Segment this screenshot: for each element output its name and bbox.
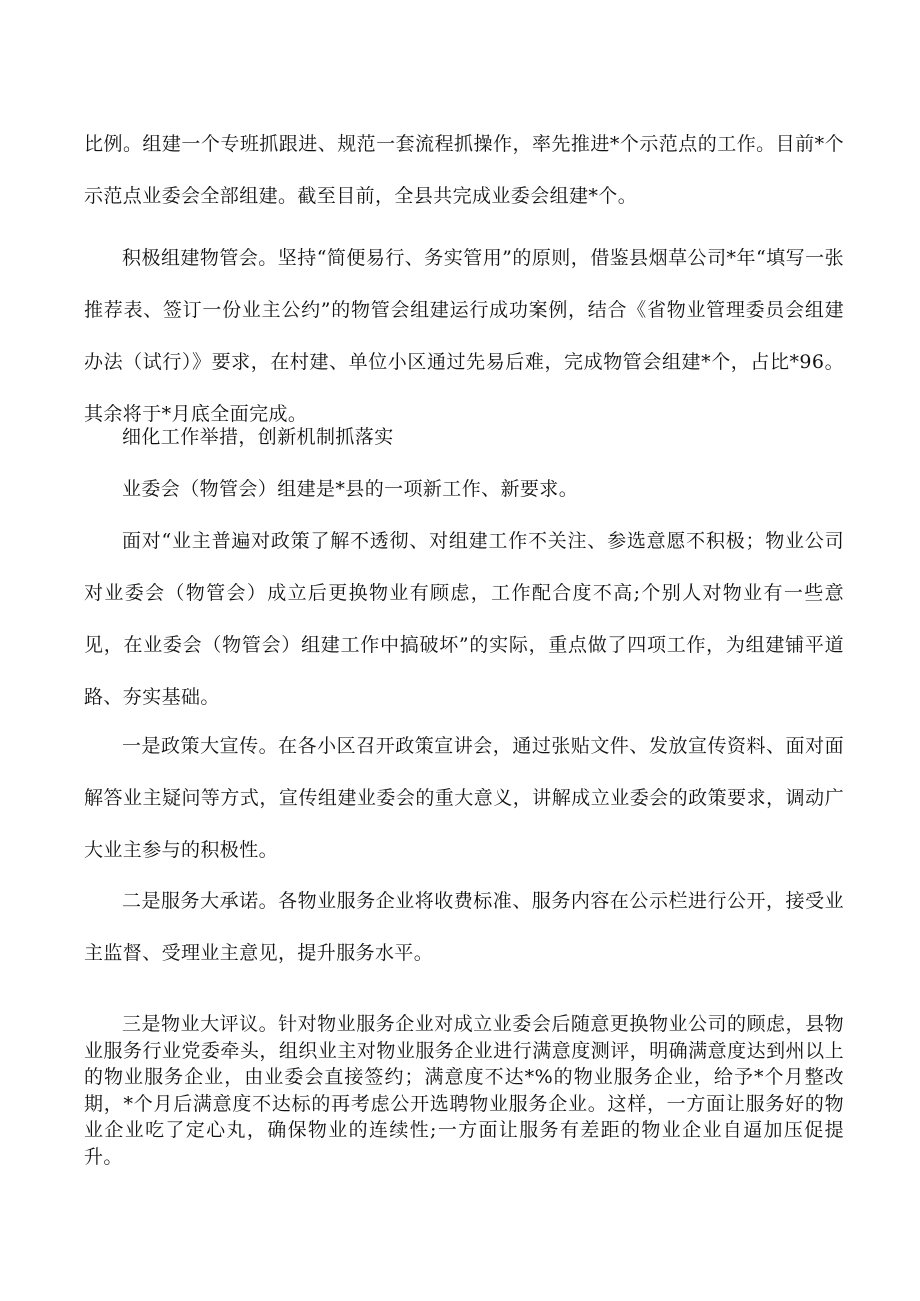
paragraph-continuation: 比例。组建一个专班抓跟进、规范一套流程抓操作，率先推进*个示范点的工作。目前*个示范点业委会全部组建。截至目前，全县共完成业委会组建*个。: [84, 133, 844, 207]
paragraph-new-work: 业委会（物管会）组建是*县的一项新工作、新要求。: [122, 478, 579, 500]
paragraph-challenges: 面对“业主普遍对政策了解不透彻、对组建工作不关注、参选意愿不积极；物业公司对业委会（物管会）成立后更换物业有顾虑，工作配合度不高;个别人对物业有一些意见，在业委会（物管会）组建工作中搞破坏”的实际，重点做了四项工作，为组建铺平道路、夯实基础。: [84, 530, 844, 708]
paragraph-property-evaluation: 三是物业大评议。针对物业服务企业对成立业委会后随意更换物业公司的顾虑，县物业服务行业党委牵头，组织业主对物业服务企业进行满意度测评，明确满意度达到州以上的物业服务企业，由业委会直接签约；满意度不达*%的物业服务企业，给予*个月整改期，*个月后满意度不达标的再考虑公开选聘物业服务企业。这样，一方面让服务好的物业企业吃了定心丸，确保物业的连续性;一方面让服务有差距的物业企业自逼加压促提升。: [84, 1013, 844, 1168]
paragraph-service-commitment: 二是服务大承诺。各物业服务企业将收费标准、服务内容在公示栏进行公开，接受业主监督、受理业主意见，提升服务水平。: [84, 890, 844, 964]
section-heading: 细化工作举措，创新机制抓落实: [122, 426, 394, 448]
paragraph-policy-publicity: 一是政策大宣传。在各小区召开政策宣讲会，通过张贴文件、发放宣传资料、面对面解答业主疑问等方式，宣传组建业委会的重大意义，讲解成立业委会的政策要求，调动广大业主参与的积极性。: [84, 735, 844, 861]
paragraph-property-committee: 积极组建物管会。坚持“简便易行、务实管用”的原则，借鉴县烟草公司*年“填写一张推荐表、签订一份业主公约”的物管会组建运行成功案例，结合《省物业管理委员会组建办法（试行）》要求，在村建、单位小区通过先易后难，完成物管会组建*个，占比*96。其余将于*月底全面完成。: [84, 247, 844, 425]
